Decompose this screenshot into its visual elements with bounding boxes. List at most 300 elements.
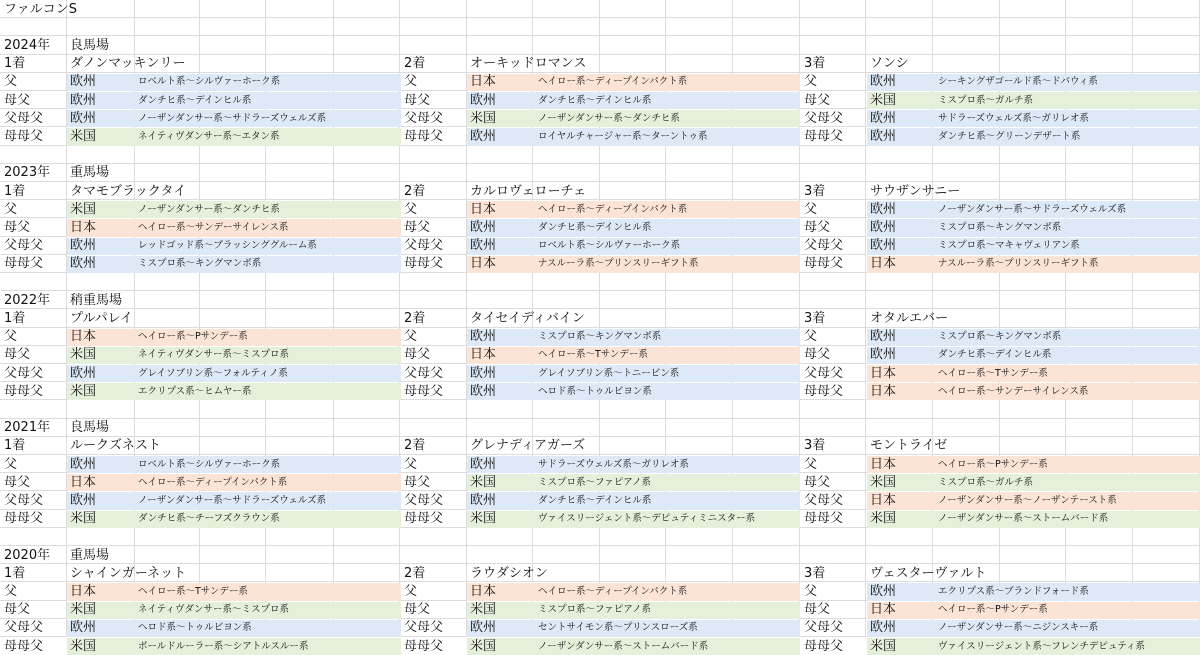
grid-cell[interactable] xyxy=(467,36,533,54)
grid-cell[interactable] xyxy=(666,546,733,564)
grid-cell[interactable] xyxy=(733,437,800,455)
grid-cell[interactable] xyxy=(0,528,67,546)
year-label: 2021年 xyxy=(4,420,51,436)
grid-cell[interactable] xyxy=(467,291,533,309)
grid-cell[interactable] xyxy=(933,146,1000,164)
grid-cell[interactable] xyxy=(600,291,666,309)
grid-cell[interactable] xyxy=(1133,437,1200,455)
pedigree-relation: 父 xyxy=(4,201,18,217)
grid-cell[interactable] xyxy=(800,18,866,36)
grid-cell[interactable] xyxy=(1000,0,1066,18)
grid-cell[interactable] xyxy=(866,0,933,18)
grid-cell[interactable] xyxy=(1066,419,1133,437)
grid-cell[interactable] xyxy=(200,546,266,564)
region-label: 米国 xyxy=(70,128,97,144)
grid-cell[interactable] xyxy=(666,564,733,582)
grid-cell[interactable] xyxy=(1000,36,1066,54)
finish-rank: 2着 xyxy=(404,183,426,199)
grid-cell[interactable] xyxy=(1000,564,1066,582)
grid-cell[interactable] xyxy=(666,437,733,455)
grid-cell[interactable] xyxy=(666,164,733,182)
grid-cell[interactable] xyxy=(135,18,200,36)
grid-cell[interactable] xyxy=(1000,291,1066,309)
grid-cell[interactable] xyxy=(533,0,600,18)
grid-cell[interactable] xyxy=(800,291,866,309)
grid-cell[interactable] xyxy=(135,273,200,291)
grid-cell[interactable] xyxy=(1133,18,1200,36)
grid-cell[interactable] xyxy=(1066,273,1133,291)
grid-cell[interactable] xyxy=(1133,564,1200,582)
grid-cell[interactable] xyxy=(733,164,800,182)
grid-cell[interactable] xyxy=(334,564,400,582)
horse-name: グレナディアガーズ xyxy=(470,438,586,454)
grid-cell[interactable] xyxy=(200,291,266,309)
pedigree-relation: 父母父 xyxy=(404,492,444,508)
grid-cell[interactable] xyxy=(933,18,1000,36)
grid-cell[interactable] xyxy=(1133,164,1200,182)
sire-line: サドラーズウェルズ系～ガリレオ系 xyxy=(538,458,689,470)
sire-line: ヘイロー系～ディープインパクト系 xyxy=(538,585,688,597)
grid-cell[interactable] xyxy=(800,164,866,182)
sire-line: ナスルーラ系～プリンスリーギフト系 xyxy=(538,258,699,270)
grid-cell[interactable] xyxy=(533,546,600,564)
grid-cell[interactable] xyxy=(866,18,933,36)
grid-cell[interactable] xyxy=(733,0,800,18)
grid-cell[interactable] xyxy=(400,400,467,418)
grid-cell[interactable] xyxy=(733,419,800,437)
grid-cell[interactable] xyxy=(334,18,400,36)
grid-cell[interactable] xyxy=(467,273,533,291)
grid-cell[interactable] xyxy=(334,55,400,73)
grid-cell[interactable] xyxy=(1066,291,1133,309)
grid-cell[interactable] xyxy=(600,182,666,200)
grid-cell[interactable] xyxy=(533,18,600,36)
grid-cell[interactable] xyxy=(334,0,400,18)
pedigree-relation: 母父 xyxy=(804,347,831,363)
grid-cell[interactable] xyxy=(467,528,533,546)
grid-cell[interactable] xyxy=(733,18,800,36)
grid-cell[interactable] xyxy=(933,164,1000,182)
grid-cell[interactable] xyxy=(1000,546,1066,564)
grid-cell[interactable] xyxy=(600,146,666,164)
grid-cell[interactable] xyxy=(933,36,1000,54)
grid-cell[interactable] xyxy=(600,546,666,564)
grid-cell[interactable] xyxy=(800,0,866,18)
grid-cell[interactable] xyxy=(400,36,467,54)
grid-cell[interactable] xyxy=(666,182,733,200)
grid-cell[interactable] xyxy=(1133,546,1200,564)
grid-cell[interactable] xyxy=(266,146,334,164)
grid-cell[interactable] xyxy=(933,0,1000,18)
grid-cell[interactable] xyxy=(866,400,933,418)
grid-cell[interactable] xyxy=(866,291,933,309)
grid-cell[interactable] xyxy=(666,273,733,291)
region-label: 日本 xyxy=(870,365,897,381)
grid-cell[interactable] xyxy=(1066,55,1133,73)
grid-cell[interactable] xyxy=(1066,400,1133,418)
grid-cell[interactable] xyxy=(733,546,800,564)
pedigree-relation: 母父 xyxy=(404,92,431,108)
grid-cell[interactable] xyxy=(1133,0,1200,18)
grid-cell[interactable] xyxy=(800,36,866,54)
grid-cell[interactable] xyxy=(266,564,334,582)
grid-cell[interactable] xyxy=(467,400,533,418)
grid-cell[interactable] xyxy=(334,309,400,327)
grid-cell[interactable] xyxy=(1133,146,1200,164)
grid-cell[interactable] xyxy=(0,273,67,291)
grid-cell[interactable] xyxy=(533,36,600,54)
grid-cell[interactable] xyxy=(67,18,135,36)
grid-cell[interactable] xyxy=(200,273,266,291)
grid-cell[interactable] xyxy=(1066,309,1133,327)
grid-cell[interactable] xyxy=(67,400,135,418)
grid-cell[interactable] xyxy=(1000,419,1066,437)
grid-cell[interactable] xyxy=(1066,36,1133,54)
grid-cell[interactable] xyxy=(800,146,866,164)
grid-cell[interactable] xyxy=(1133,400,1200,418)
pedigree-relation: 父母父 xyxy=(804,492,844,508)
grid-cell[interactable] xyxy=(135,546,200,564)
grid-cell[interactable] xyxy=(733,564,800,582)
pedigree-relation: 父母父 xyxy=(404,365,444,381)
grid-cell[interactable] xyxy=(733,146,800,164)
region-label: 日本 xyxy=(870,492,897,508)
grid-cell[interactable] xyxy=(334,182,400,200)
region-label: 米国 xyxy=(470,511,497,527)
grid-cell[interactable] xyxy=(1000,309,1066,327)
grid-cell[interactable] xyxy=(1066,182,1133,200)
grid-cell[interactable] xyxy=(200,400,266,418)
pedigree-relation: 母父 xyxy=(804,474,831,490)
finish-rank: 1着 xyxy=(4,183,26,199)
grid-cell[interactable] xyxy=(600,164,666,182)
grid-cell[interactable] xyxy=(400,18,467,36)
grid-cell[interactable] xyxy=(600,36,666,54)
grid-cell[interactable] xyxy=(866,146,933,164)
grid-cell[interactable] xyxy=(933,528,1000,546)
pedigree-relation: 母父 xyxy=(4,474,31,490)
grid-cell[interactable] xyxy=(1000,18,1066,36)
grid-cell[interactable] xyxy=(266,182,334,200)
grid-cell[interactable] xyxy=(866,273,933,291)
grid-cell[interactable] xyxy=(200,18,266,36)
grid-cell[interactable] xyxy=(866,546,933,564)
grid-cell[interactable] xyxy=(533,273,600,291)
grid-cell[interactable] xyxy=(666,400,733,418)
pedigree-relation: 父 xyxy=(404,329,418,345)
grid-cell[interactable] xyxy=(1066,564,1133,582)
grid-cell[interactable] xyxy=(733,400,800,418)
sire-line: ミスプロ系～キングマンボ系 xyxy=(938,331,1062,343)
grid-cell[interactable] xyxy=(135,291,200,309)
pedigree-relation: 父 xyxy=(404,201,418,217)
grid-cell[interactable] xyxy=(600,564,666,582)
grid-cell[interactable] xyxy=(666,309,733,327)
horse-name: タイセイディバイン xyxy=(470,310,585,326)
grid-cell[interactable] xyxy=(800,400,866,418)
sire-line: ダンチヒ系～デインヒル系 xyxy=(538,221,652,233)
grid-cell[interactable] xyxy=(334,437,400,455)
grid-cell[interactable] xyxy=(334,400,400,418)
grid-cell[interactable] xyxy=(933,419,1000,437)
sire-line: セントサイモン系～プリンスローズ系 xyxy=(538,622,698,634)
region-label: 欧州 xyxy=(70,74,97,90)
grid-cell[interactable] xyxy=(400,546,467,564)
grid-cell[interactable] xyxy=(800,273,866,291)
grid-cell[interactable] xyxy=(600,273,666,291)
grid-cell[interactable] xyxy=(866,528,933,546)
grid-cell[interactable] xyxy=(1000,164,1066,182)
grid-cell[interactable] xyxy=(866,36,933,54)
grid-cell[interactable] xyxy=(200,564,266,582)
grid-cell[interactable] xyxy=(200,419,266,437)
grid-cell[interactable] xyxy=(200,164,266,182)
grid-cell[interactable] xyxy=(135,309,200,327)
grid-cell[interactable] xyxy=(266,400,334,418)
grid-cell[interactable] xyxy=(200,528,266,546)
grid-cell[interactable] xyxy=(266,18,334,36)
grid-cell[interactable] xyxy=(400,291,467,309)
grid-cell[interactable] xyxy=(533,528,600,546)
grid-cell[interactable] xyxy=(1066,437,1133,455)
grid-cell[interactable] xyxy=(135,146,200,164)
grid-cell[interactable] xyxy=(400,164,467,182)
grid-cell[interactable] xyxy=(67,0,135,18)
grid-cell[interactable] xyxy=(1066,528,1133,546)
grid-cell[interactable] xyxy=(1066,546,1133,564)
grid-cell[interactable] xyxy=(1066,164,1133,182)
grid-cell[interactable] xyxy=(67,273,135,291)
grid-cell[interactable] xyxy=(200,146,266,164)
grid-cell[interactable] xyxy=(800,546,866,564)
region-label: 欧州 xyxy=(870,238,897,254)
region-label: 日本 xyxy=(70,583,97,599)
region-label: 米国 xyxy=(470,602,497,618)
grid-cell[interactable] xyxy=(266,36,334,54)
grid-cell[interactable] xyxy=(533,164,600,182)
grid-cell[interactable] xyxy=(400,273,467,291)
grid-cell[interactable] xyxy=(135,164,200,182)
sire-line: グレイソブリン系～フォルティノ系 xyxy=(138,367,288,379)
pedigree-relation: 父母父 xyxy=(404,620,444,636)
grid-cell[interactable] xyxy=(666,291,733,309)
grid-cell[interactable] xyxy=(1133,291,1200,309)
pedigree-relation: 父母父 xyxy=(804,110,844,126)
grid-cell[interactable] xyxy=(200,309,266,327)
grid-cell[interactable] xyxy=(135,0,200,18)
grid-cell[interactable] xyxy=(266,419,334,437)
grid-cell[interactable] xyxy=(467,18,533,36)
grid-cell[interactable] xyxy=(600,309,666,327)
grid-cell[interactable] xyxy=(933,55,1000,73)
sire-line: ヘイロー系～Tサンデー系 xyxy=(538,349,648,361)
grid-cell[interactable] xyxy=(400,146,467,164)
grid-cell[interactable] xyxy=(600,419,666,437)
sire-line: レッドゴッド系～ブラッシンググルーム系 xyxy=(138,240,317,252)
grid-cell[interactable] xyxy=(600,55,666,73)
sire-line: ネイティヴダンサー系～ミスプロ系 xyxy=(138,349,290,361)
grid-cell[interactable] xyxy=(467,0,533,18)
finish-rank: 3着 xyxy=(804,438,826,454)
region-label: 欧州 xyxy=(470,128,497,144)
grid-cell[interactable] xyxy=(266,55,334,73)
grid-cell[interactable] xyxy=(600,400,666,418)
grid-cell[interactable] xyxy=(933,546,1000,564)
grid-cell[interactable] xyxy=(334,546,400,564)
grid-cell[interactable] xyxy=(135,528,200,546)
grid-cell[interactable] xyxy=(400,419,467,437)
region-label: 米国 xyxy=(70,347,97,363)
pedigree-relation: 母母父 xyxy=(404,128,444,144)
grid-cell[interactable] xyxy=(135,400,200,418)
grid-cell[interactable] xyxy=(1000,55,1066,73)
horse-name: ヴェスターヴァルト xyxy=(870,565,987,581)
grid-cell[interactable] xyxy=(666,18,733,36)
track-condition: 稍重馬場 xyxy=(70,292,123,308)
pedigree-relation: 母父 xyxy=(404,602,431,618)
grid-cell[interactable] xyxy=(800,528,866,546)
grid-cell[interactable] xyxy=(866,419,933,437)
grid-cell[interactable] xyxy=(467,419,533,437)
grid-cell[interactable] xyxy=(266,273,334,291)
grid-cell[interactable] xyxy=(467,146,533,164)
grid-cell[interactable] xyxy=(266,309,334,327)
grid-cell[interactable] xyxy=(334,273,400,291)
grid-cell[interactable] xyxy=(733,182,800,200)
grid-cell[interactable] xyxy=(0,146,67,164)
grid-cell[interactable] xyxy=(1000,528,1066,546)
pedigree-relation: 父母父 xyxy=(804,620,844,636)
region-label: 欧州 xyxy=(870,347,897,363)
grid-cell[interactable] xyxy=(400,0,467,18)
grid-cell[interactable] xyxy=(866,164,933,182)
pedigree-relation: 母母父 xyxy=(404,511,444,527)
horse-name: ルークズネスト xyxy=(70,438,161,454)
grid-cell[interactable] xyxy=(733,291,800,309)
sire-line: ダンチヒ系～デインヒル系 xyxy=(538,94,652,106)
grid-cell[interactable] xyxy=(334,528,400,546)
grid-cell[interactable] xyxy=(600,528,666,546)
sire-line: ダンチヒ系～デインヒル系 xyxy=(538,494,652,506)
grid-cell[interactable] xyxy=(600,0,666,18)
grid-cell[interactable] xyxy=(200,437,266,455)
grid-cell[interactable] xyxy=(266,0,334,18)
sire-line: ノーザンダンサー系～ダンチヒ系 xyxy=(138,203,280,215)
grid-cell[interactable] xyxy=(334,419,400,437)
grid-cell[interactable] xyxy=(334,164,400,182)
region-label: 欧州 xyxy=(470,620,497,636)
sire-line: エクリプス系～ヒムヤー系 xyxy=(138,385,252,397)
grid-cell[interactable] xyxy=(266,291,334,309)
grid-cell[interactable] xyxy=(666,146,733,164)
grid-cell[interactable] xyxy=(1133,309,1200,327)
grid-cell[interactable] xyxy=(533,291,600,309)
pedigree-relation: 母父 xyxy=(4,347,31,363)
region-label: 欧州 xyxy=(70,365,97,381)
grid-cell[interactable] xyxy=(135,36,200,54)
grid-cell[interactable] xyxy=(266,437,334,455)
grid-cell[interactable] xyxy=(600,18,666,36)
grid-cell[interactable] xyxy=(200,55,266,73)
grid-cell[interactable] xyxy=(533,419,600,437)
grid-cell[interactable] xyxy=(666,528,733,546)
grid-cell[interactable] xyxy=(1133,419,1200,437)
pedigree-relation: 父 xyxy=(4,583,18,599)
grid-cell[interactable] xyxy=(933,400,1000,418)
grid-cell[interactable] xyxy=(135,419,200,437)
grid-cell[interactable] xyxy=(733,55,800,73)
grid-cell[interactable] xyxy=(666,0,733,18)
grid-cell[interactable] xyxy=(733,273,800,291)
grid-cell[interactable] xyxy=(334,146,400,164)
grid-cell[interactable] xyxy=(0,400,67,418)
pedigree-relation: 母母父 xyxy=(4,128,44,144)
grid-cell[interactable] xyxy=(600,437,666,455)
grid-cell[interactable] xyxy=(1000,437,1066,455)
grid-cell[interactable] xyxy=(1000,273,1066,291)
grid-cell[interactable] xyxy=(733,528,800,546)
grid-cell[interactable] xyxy=(67,146,135,164)
grid-cell[interactable] xyxy=(533,146,600,164)
horse-name: プルパレイ xyxy=(70,310,133,326)
grid-cell[interactable] xyxy=(0,18,67,36)
grid-cell[interactable] xyxy=(266,546,334,564)
grid-cell[interactable] xyxy=(533,400,600,418)
sire-line: ミスプロ系～ファピアノ系 xyxy=(538,476,652,488)
grid-cell[interactable] xyxy=(1133,36,1200,54)
region-label: 欧州 xyxy=(70,110,97,126)
grid-cell[interactable] xyxy=(1000,182,1066,200)
grid-cell[interactable] xyxy=(666,55,733,73)
grid-cell[interactable] xyxy=(1133,182,1200,200)
grid-cell[interactable] xyxy=(200,0,266,18)
sire-line: シーキングザゴールド系～ドバウィ系 xyxy=(938,76,1098,88)
grid-cell[interactable] xyxy=(1133,273,1200,291)
grid-cell[interactable] xyxy=(933,273,1000,291)
grid-cell[interactable] xyxy=(400,528,467,546)
grid-cell[interactable] xyxy=(1133,528,1200,546)
grid-cell[interactable] xyxy=(733,36,800,54)
grid-cell[interactable] xyxy=(1066,0,1133,18)
grid-cell[interactable] xyxy=(1000,400,1066,418)
grid-cell[interactable] xyxy=(1066,18,1133,36)
grid-cell[interactable] xyxy=(334,291,400,309)
pedigree-relation: 父 xyxy=(804,329,818,345)
sire-line: ミスプロ系～マキャヴェリアン系 xyxy=(938,240,1080,252)
grid-cell[interactable] xyxy=(266,528,334,546)
grid-cell[interactable] xyxy=(1133,55,1200,73)
pedigree-relation: 父 xyxy=(4,329,18,345)
grid-cell[interactable] xyxy=(67,528,135,546)
region-label: 日本 xyxy=(470,74,497,90)
grid-cell[interactable] xyxy=(200,182,266,200)
grid-cell[interactable] xyxy=(1066,146,1133,164)
grid-cell[interactable] xyxy=(266,164,334,182)
grid-cell[interactable] xyxy=(467,164,533,182)
grid-cell[interactable] xyxy=(1000,146,1066,164)
grid-cell[interactable] xyxy=(200,36,266,54)
grid-cell[interactable] xyxy=(666,419,733,437)
grid-cell[interactable] xyxy=(800,419,866,437)
grid-cell[interactable] xyxy=(467,546,533,564)
grid-cell[interactable] xyxy=(733,309,800,327)
horse-name: ダノンマッキンリー xyxy=(70,56,186,72)
sire-line: ダンチヒ系～デインヒル系 xyxy=(938,349,1052,361)
grid-cell[interactable] xyxy=(933,291,1000,309)
grid-cell[interactable] xyxy=(334,36,400,54)
grid-cell[interactable] xyxy=(666,36,733,54)
sire-line: ノーザンダンサー系～ノーザンテースト系 xyxy=(938,494,1117,506)
